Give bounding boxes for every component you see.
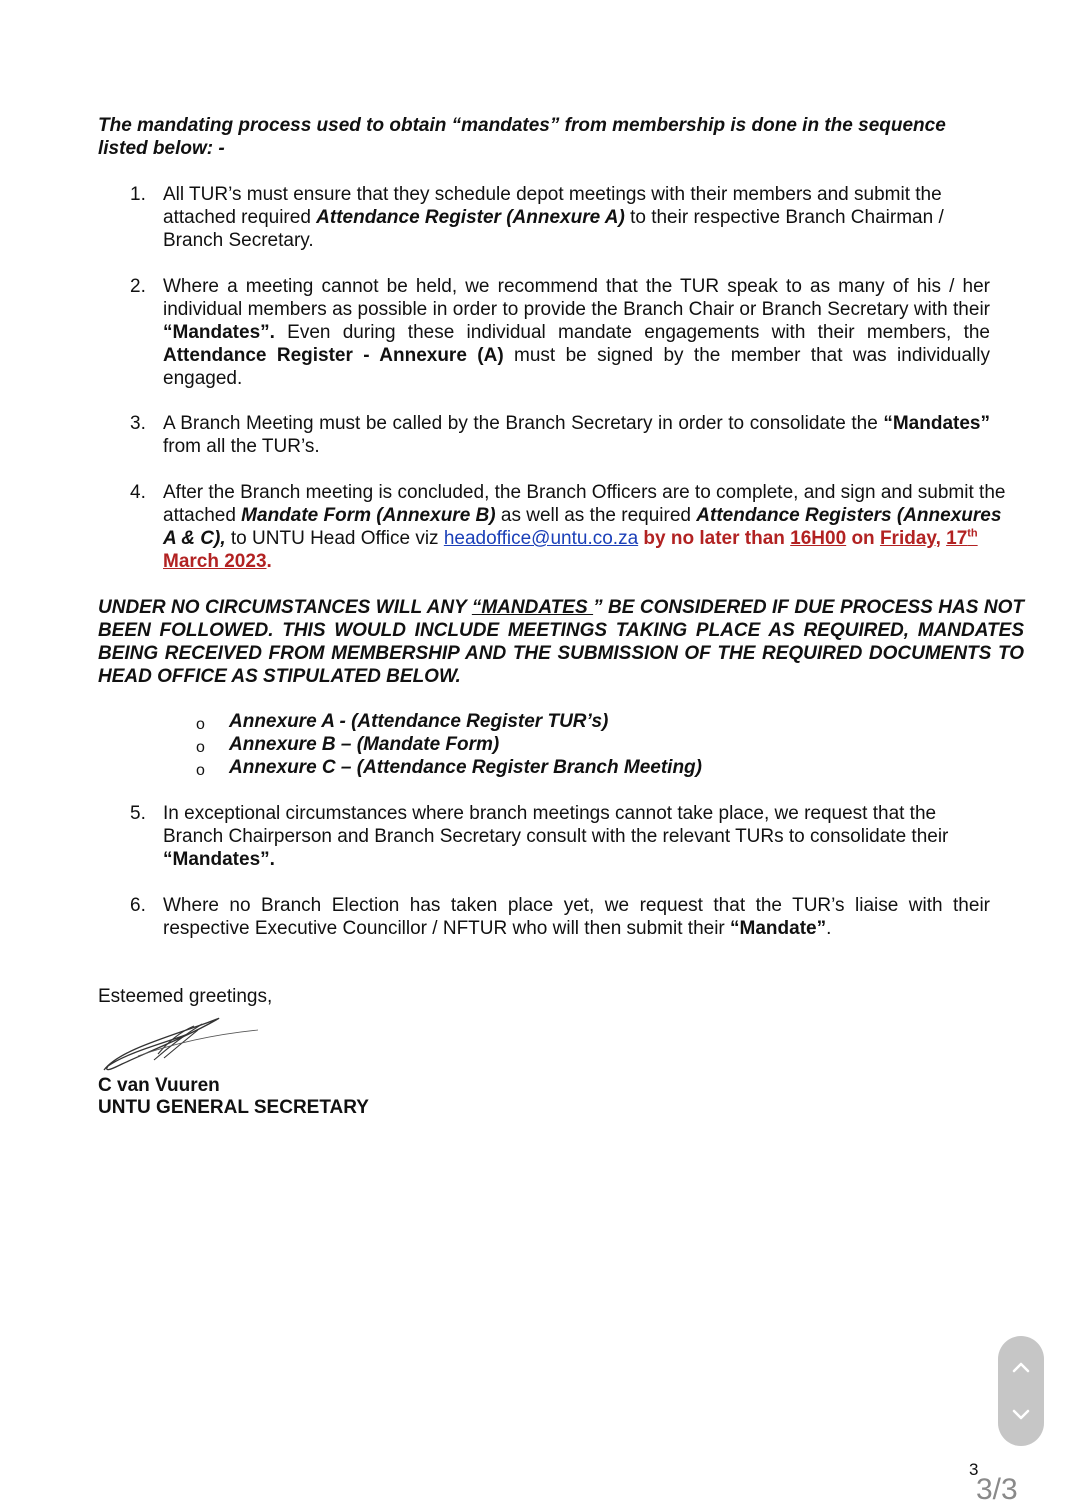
signature-image: [98, 1012, 268, 1074]
next-page-button[interactable]: [998, 1390, 1044, 1440]
chevron-down-icon: [1011, 1408, 1031, 1422]
chevron-up-icon: [1011, 1360, 1031, 1374]
email-link[interactable]: headoffice@untu.co.za: [443, 528, 639, 549]
list-item-1: 1. All TUR’s must ensure that they schedule depot meetings with their members and submit the attached required Attendance Register (Annexure A) to their respective Branch Chairman / Branch Secretary.: [130, 184, 944, 251]
list-item-6: 6. Where no Branch Election has taken place yet, we request that the TUR’s liaise with their respective Executive Councillor / NFTUR who will then submit their “Mandate”.: [130, 895, 990, 939]
list-item-3: 3. A Branch Meeting must be called by the Branch Secretary in order to consolidate the “Mandates” from all the TUR’s.: [130, 413, 990, 457]
page-number: 3: [969, 1460, 979, 1479]
list-item-5: 5. In exceptional circumstances where branch meetings cannot take place, we request that the Branch Chairperson and Branch Secretary consult with the relevant TURs to consolidate their “Mandates”.: [130, 803, 949, 870]
item-number: 2.: [130, 276, 146, 297]
circle-bullet-icon: o: [196, 739, 205, 756]
page-nav-control: [998, 1336, 1044, 1446]
greeting: Esteemed greetings,: [98, 986, 273, 1007]
item-number: 1.: [130, 184, 146, 205]
intro-paragraph: The mandating process used to obtain “mandates” from membership is done in the sequence listed below: -: [98, 115, 946, 159]
item-number: 3.: [130, 413, 146, 434]
signatory-title: UNTU GENERAL SECRETARY: [98, 1097, 369, 1118]
deadline-date: 17th March 2023: [163, 527, 978, 572]
list-item-4: 4. After the Branch meeting is concluded, the Branch Officers are to complete, and sign and submit the attached Mandate Form (Annexure B) as well as the required Attendance Registers (Annexures A & C), to UNTU Head Office viz headoffice@untu.co.za by no later than 16H00 on Friday, 17th March 2023.: [130, 482, 1006, 572]
signatory-name: C van Vuuren: [98, 1075, 220, 1096]
deadline-time: 16H00: [790, 528, 847, 549]
item-number: 6.: [130, 895, 146, 916]
document-page: The mandating process used to obtain “mandates” from membership is done in the sequence listed below: - 1. All TUR’s must ensure that they schedule depot meetings with their members and submit the attached required Attendance Register (Annexure A) to their respective Branch Chairman / Branch Secretary. 2. Where a meeting cannot be held, we recommend that the TUR speak to as many of his / her individual members as possible in order to provide the Branch Chair or Branch Secretary with their “Mandates”. Even during these individual mandate engagements with their members, the Attendance Register - Annexure (A) must be signed by the member that was individually engaged. 3. A Branch Meeting must be called by the Branch Secretary in order to consolidate the “Mandates” from all the TUR’s. 4. After the Branch meeting is concluded, the Branch Officers are to complete, and sign and submit the attached Mandate Form (Annexure B) as well as the required Attendance Registers (Annexures A & C), to UNTU Head Office viz headoffice@untu.co.za by no later than 16H00 on Friday, 17th March 2023. UNDER NO CIRCUMSTANCES WILL ANY “MANDATES ” BE CONSIDERED IF DUE PROCESS HAS NOT BEEN FOLLOWED. THIS WOULD INCLUDE MEETINGS TAKING PLACE AS REQUIRED, MANDATES BEING RECEIVED FROM MEMBERSHIP AND THE SUBMISSION OF THE REQUIRED DOCUMENTS TO HEAD OFFICE AS STIPULATED BELOW. o Annexure A - (Attendance Register TUR’s) o Annexure B – (Mandate Form) o Annexure C – (Attendance Register Branch Meeting) 5. In exceptional circumstances where branch meetings cannot take place, we request that the Branch Chairperson and Branch Secretary consult with the relevant TURs to consolidate their “Mandates”. 6. Where no Branch Election has taken place yet, we request that the TUR’s liaise with their respective Executive Councillor / NFTUR who will then submit their “Mandate”. Esteemed greetings, C van Vuuren UNTU GENERAL SECRETARY 3 3/3: [0, 0, 1080, 1510]
page-indicator: 3/3: [976, 1473, 1018, 1506]
item-number: 5.: [130, 803, 146, 824]
circle-bullet-icon: o: [196, 716, 205, 733]
previous-page-button[interactable]: [998, 1342, 1044, 1392]
list-item-2: 2. Where a meeting cannot be held, we recommend that the TUR speak to as many of his / her individual members as possible in order to provide the Branch Chair or Branch Secretary with their “Mandates”. Even during these individual mandate engagements with their members, the Attendance Register - Annexure (A) must be signed by the member that was individually engaged.: [130, 276, 990, 389]
warning-paragraph: UNDER NO CIRCUMSTANCES WILL ANY “MANDATES ” BE CONSIDERED IF DUE PROCESS HAS NOT BEEN FOLLOWED. THIS WOULD INCLUDE MEETINGS TAKING PLACE AS REQUIRED, MANDATES BEING RECEIVED FROM MEMBERSHIP AND THE SUBMISSION OF THE REQUIRED DOCUMENTS TO HEAD OFFICE AS STIPULATED BELOW.: [98, 597, 1024, 687]
circle-bullet-icon: o: [196, 762, 205, 779]
item-number: 4.: [130, 482, 146, 503]
